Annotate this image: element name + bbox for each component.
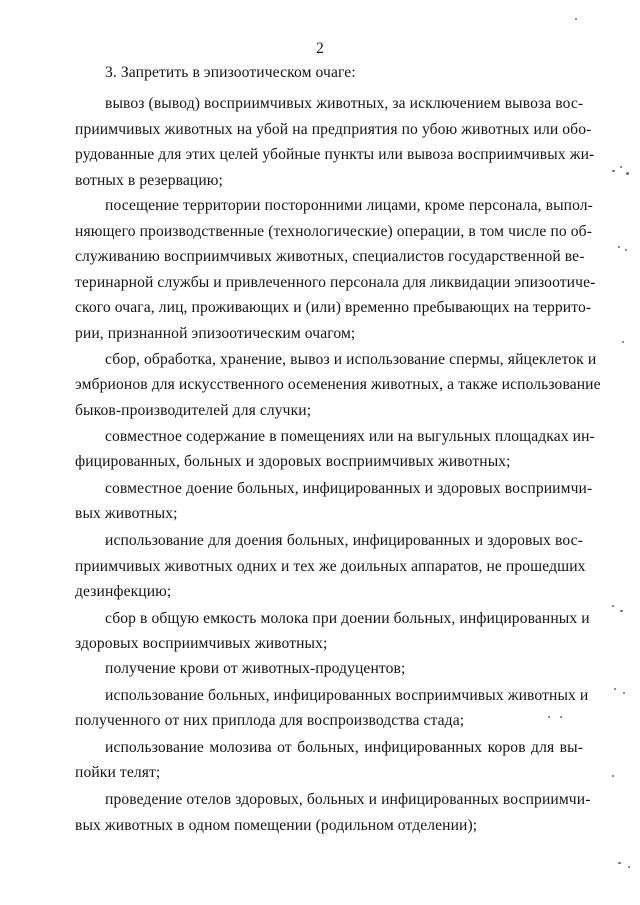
scan-speck [575, 18, 577, 20]
text-line: рии, признанной эпизоотическим очагом; [75, 325, 356, 342]
text-line: проведение отелов здоровых, больных и инфицированных восприимчи- [105, 791, 591, 808]
text-line: ского очага, лиц, проживающих и (или) временно пребывающих на террито- [75, 299, 592, 316]
scan-speck [618, 862, 621, 864]
text-line: здоровых восприимчивых животных; [75, 635, 328, 652]
text-line: совместное содержание в помещениях или на выгульных площадках ин- [105, 428, 595, 445]
scan-speck [614, 688, 616, 690]
scan-speck [560, 716, 562, 718]
text-line: сбор в общую емкость молока при доении больных, инфицированных и [105, 610, 590, 627]
text-line: получение крови от животных-продуцентов; [105, 660, 406, 677]
scan-speck [620, 166, 622, 168]
text-line: пойки телят; [75, 764, 161, 781]
text-line: посещение территории посторонними лицами, кроме персонала, выпол- [105, 197, 593, 214]
text-line: использование для доения больных, инфицированных и здоровых вос- [105, 532, 583, 549]
scan-speck [548, 716, 550, 718]
text-line: няющего производственные (технологические) операции, в том числе по об- [75, 223, 593, 240]
scan-speck [626, 172, 629, 175]
text-line: теринарной службы и привлеченного персонала для ликвидации эпизоотиче- [75, 274, 596, 291]
text-line: служиванию восприимчивых животных, специалистов государственной ве- [75, 248, 585, 265]
text-line: вых животных; [75, 505, 178, 522]
text-line: полученного от них приплода для воспроизводства стада; [75, 712, 465, 729]
text-line: вых животных в одном помещении (родильном отделении); [75, 817, 478, 834]
scan-speck [612, 775, 614, 777]
scan-speck [612, 170, 615, 172]
text-line: приимчивых животных на убой на предприятия по убою животных или обо- [75, 121, 592, 138]
text-line: приимчивых животных одних и тех же доильных аппаратов, не прошедших [75, 558, 586, 575]
scan-speck [625, 249, 627, 251]
scan-speck [618, 246, 620, 248]
scan-speck [612, 605, 614, 607]
text-line: использование больных, инфицированных восприимчивых животных и [105, 687, 589, 704]
text-line: вотных в резервацию; [75, 172, 223, 189]
text-line: использование молозива от больных, инфицированных коров для вы- [105, 739, 583, 756]
text-line: сбор, обработка, хранение, вывоз и использование спермы, яйцеклеток и [105, 351, 597, 368]
text-line: дезинфекцию; [75, 583, 172, 600]
text-line: совместное доение больных, инфицированных и здоровых восприимчи- [105, 480, 593, 497]
scan-speck [628, 866, 630, 868]
scan-speck [622, 341, 624, 343]
text-line: фицированных, больных и здоровых восприимчивых животных; [75, 453, 511, 470]
text-line: эмбрионов для искусственного осеменения животных, а также использование [75, 376, 601, 393]
text-line: рудованные для этих целей убойные пункты или вывоза восприимчивых жи- [75, 146, 595, 163]
text-line: вывоз (вывод) восприимчивых животных, за исключением вывоза вос- [105, 95, 584, 112]
section-heading: 3. Запретить в эпизоотическом очаге: [105, 64, 356, 81]
scan-speck [620, 610, 623, 612]
scan-speck [623, 692, 625, 694]
text-line: быков-производителей для случки; [75, 402, 312, 419]
page-number: 2 [316, 40, 324, 57]
